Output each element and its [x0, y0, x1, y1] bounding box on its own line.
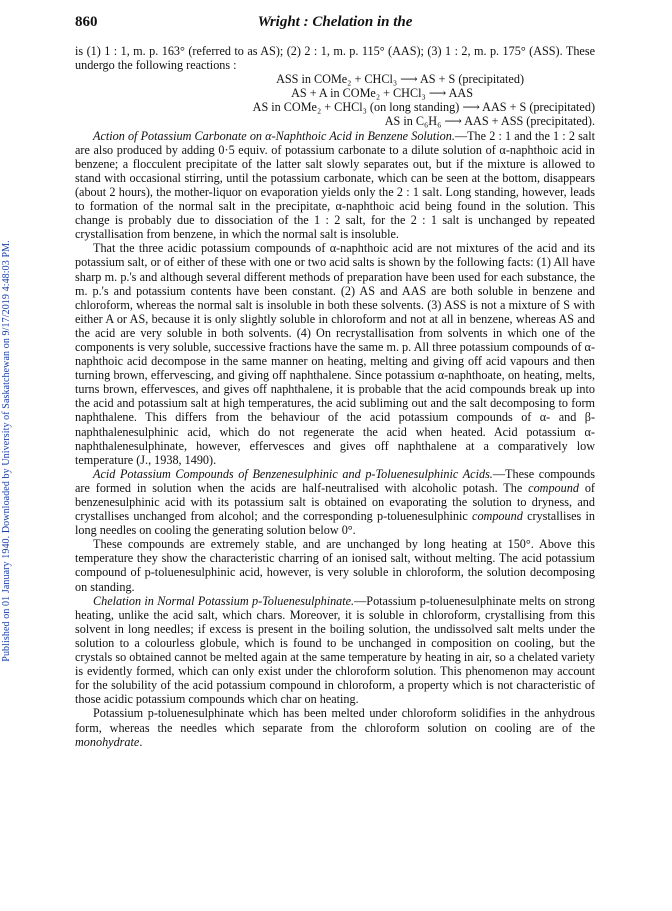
section-heading-carbonate: Action of Potassium Carbonate on α-Naphthoic Acid in Benzene Solution. [93, 128, 455, 143]
page-header [75, 14, 595, 34]
paragraph-monohydrate [75, 706, 595, 748]
paragraph-text: crystallises in long needles on cooling the generating solution below 0°. [75, 509, 595, 538]
paragraph-text: —These compounds are formed in solution when the acids are half-neutralised with alcoholic potash. The [75, 466, 595, 495]
intro-paragraph: is (1) 1 : 1, m. p. 163° (referred to as AS); (2) 2 : 1, m. p. 115° (AAS); (3) 1 : 2, m. p. 175° (ASS). These undergo the following reactions : [75, 44, 595, 73]
reaction-2: AS + A in COMe₂ + CHCl₃ ⟶ AAS [291, 86, 473, 101]
paragraph-evidence: That the three acidic potassium compounds of α-naphthoic acid are not mixtures of the acid and its potassium salt, or of either of these with one or two acid salts is shown by the following facts: (1) All have sharp m. p.'s and although several different methods of preparation have been used for each substance, the m. p.'s and potassium contents have been constant. (2) AS and AAS are both soluble in benzene and chloroform, whereas the normal salt is insoluble in both these solvents. (3) ASS is not a mixture of S with either A or AS, because it is only slightly soluble in chloroform and not at all in benzene, whereas AS and the acid are very soluble in both solvents. (4) On recrystallisation from solvents in which one of the components is very soluble, successive fractions have the same m. p. All three potassium compounds of α-naphthoic acid decompose in the same manner on heating, melting and giving off acid vapours and then turning brown, effervescing, and giving off naphthalene. Since potassium α-naphthoate, on heating, melts, turns brown, effervesces, and gives off naphthalene, it is probable that the acid compounds break up into the acid and potassium salt at high temperatures, the acid subliming out and the salt decomposing to form naphthalene. This differs from the behaviour of the acid potassium compounds of α- and β-naphthalenesulphinic acid, which do not regenerate the acid when heated. Acid potassium α-naphthalenesulphinate, however, effervesces and gives off naphthalene at a comparatively low temperature (J., 1938, 1490). [75, 241, 595, 467]
reaction-1: ASS in COMe₂ + CHCl₃ ⟶ AS + S (precipitated) [276, 72, 524, 87]
emphasis-monohydrate: monohydrate [75, 734, 140, 749]
emphasis-compound: compound [528, 480, 579, 495]
paragraph-text: Potassium p-toluenesulphinate which has been melted under chloroform solidifies in the anhydrous form, whereas the needles which separate from the chloroform solution on cooling are of the [75, 706, 595, 735]
paragraph-end: . [139, 734, 143, 749]
section-heading-sulphinic: Acid Potassium Compounds of Benzenesulphinic and p-Toluenesulphinic Acids. [93, 466, 493, 481]
paragraph-carbonate [75, 129, 595, 242]
download-watermark: Published on 01 January 1940. Downloaded by University of Saskatchewan on 9/17/2019 4:48:03 PM. [1, 240, 12, 662]
running-title: Wright : Chelation in the [257, 14, 413, 30]
paragraph-sulphinic [75, 467, 595, 537]
emphasis-compound: compound [472, 509, 523, 524]
reaction-list [75, 72, 595, 128]
reaction-4: AS in C₆H₆ ⟶ AAS + ASS (precipitated). [384, 114, 595, 129]
paragraph-chelation [75, 594, 595, 707]
paragraph-stability: These compounds are extremely stable, and are unchanged by long heating at 150°. Above this temperature they show the characteristic charring of an ionised salt, without melting. The acid potassium compound of p-toluenesulphinic acid, however, is very soluble in chloroform, the solution decomposing on standing. [75, 537, 595, 594]
paragraph-text: —Potassium p-toluenesulphinate melts on strong heating, unlike the acid salt, which chars. Moreover, it is soluble in chloroform, crystallising from this solvent in long needles; if excess is present in the boiling solution, the undissolved salt melts under the solution to a colourless globule, which is found to be unchanged in composition on cooling, but the crystals so obtained cannot be melted again at the same temperature by heating in air, so a chelated variety is evidently formed, which can only exist under the chloroform solution. This phenomenon may account for the solubility of the acid potassium compound in chloroform, a property which is not characteristic of those acidic potassium compounds which char on heating. [75, 593, 595, 707]
article-body [75, 44, 595, 749]
paragraph-text: of benzenesulphinic acid with its potassium salt is obtained on evaporating the solution to dryness, and crystallises unchanged from alcohol; and the corresponding p-toluenesulphinic [75, 480, 595, 524]
reaction-3: AS in COMe₂ + CHCl₃ (on long standing) ⟶ AAS + S (precipitated) [252, 100, 595, 115]
section-heading-chelation: Chelation in Normal Potassium p-Toluenesulphinate. [93, 593, 355, 608]
page-number: 860 [75, 14, 98, 30]
paragraph-text: —The 2 : 1 and the 1 : 2 salt are also produced by adding 0·5 equiv. of potassium carbonate to a dilute solution of α-naphthoic acid in benzene; a flocculent precipitate of the latter salt slowly separates out, but if the mixture is allowed to stand with occasional stirring, until the potassium carbonate, which can be seen at the bottom, disappears (about 2 hours), the mother-liquor on evaporation yields only the 2 : 1 salt. Long standing, however, leads to formation of the normal salt in the precipitate, α-naphthoic acid being found in the solution. This change is probably due to dissociation of the 1 : 2 salt, for the 2 : 1 salt is unchanged by repeated crystallisation from benzene, in which the normal salt is insoluble. [75, 128, 595, 242]
